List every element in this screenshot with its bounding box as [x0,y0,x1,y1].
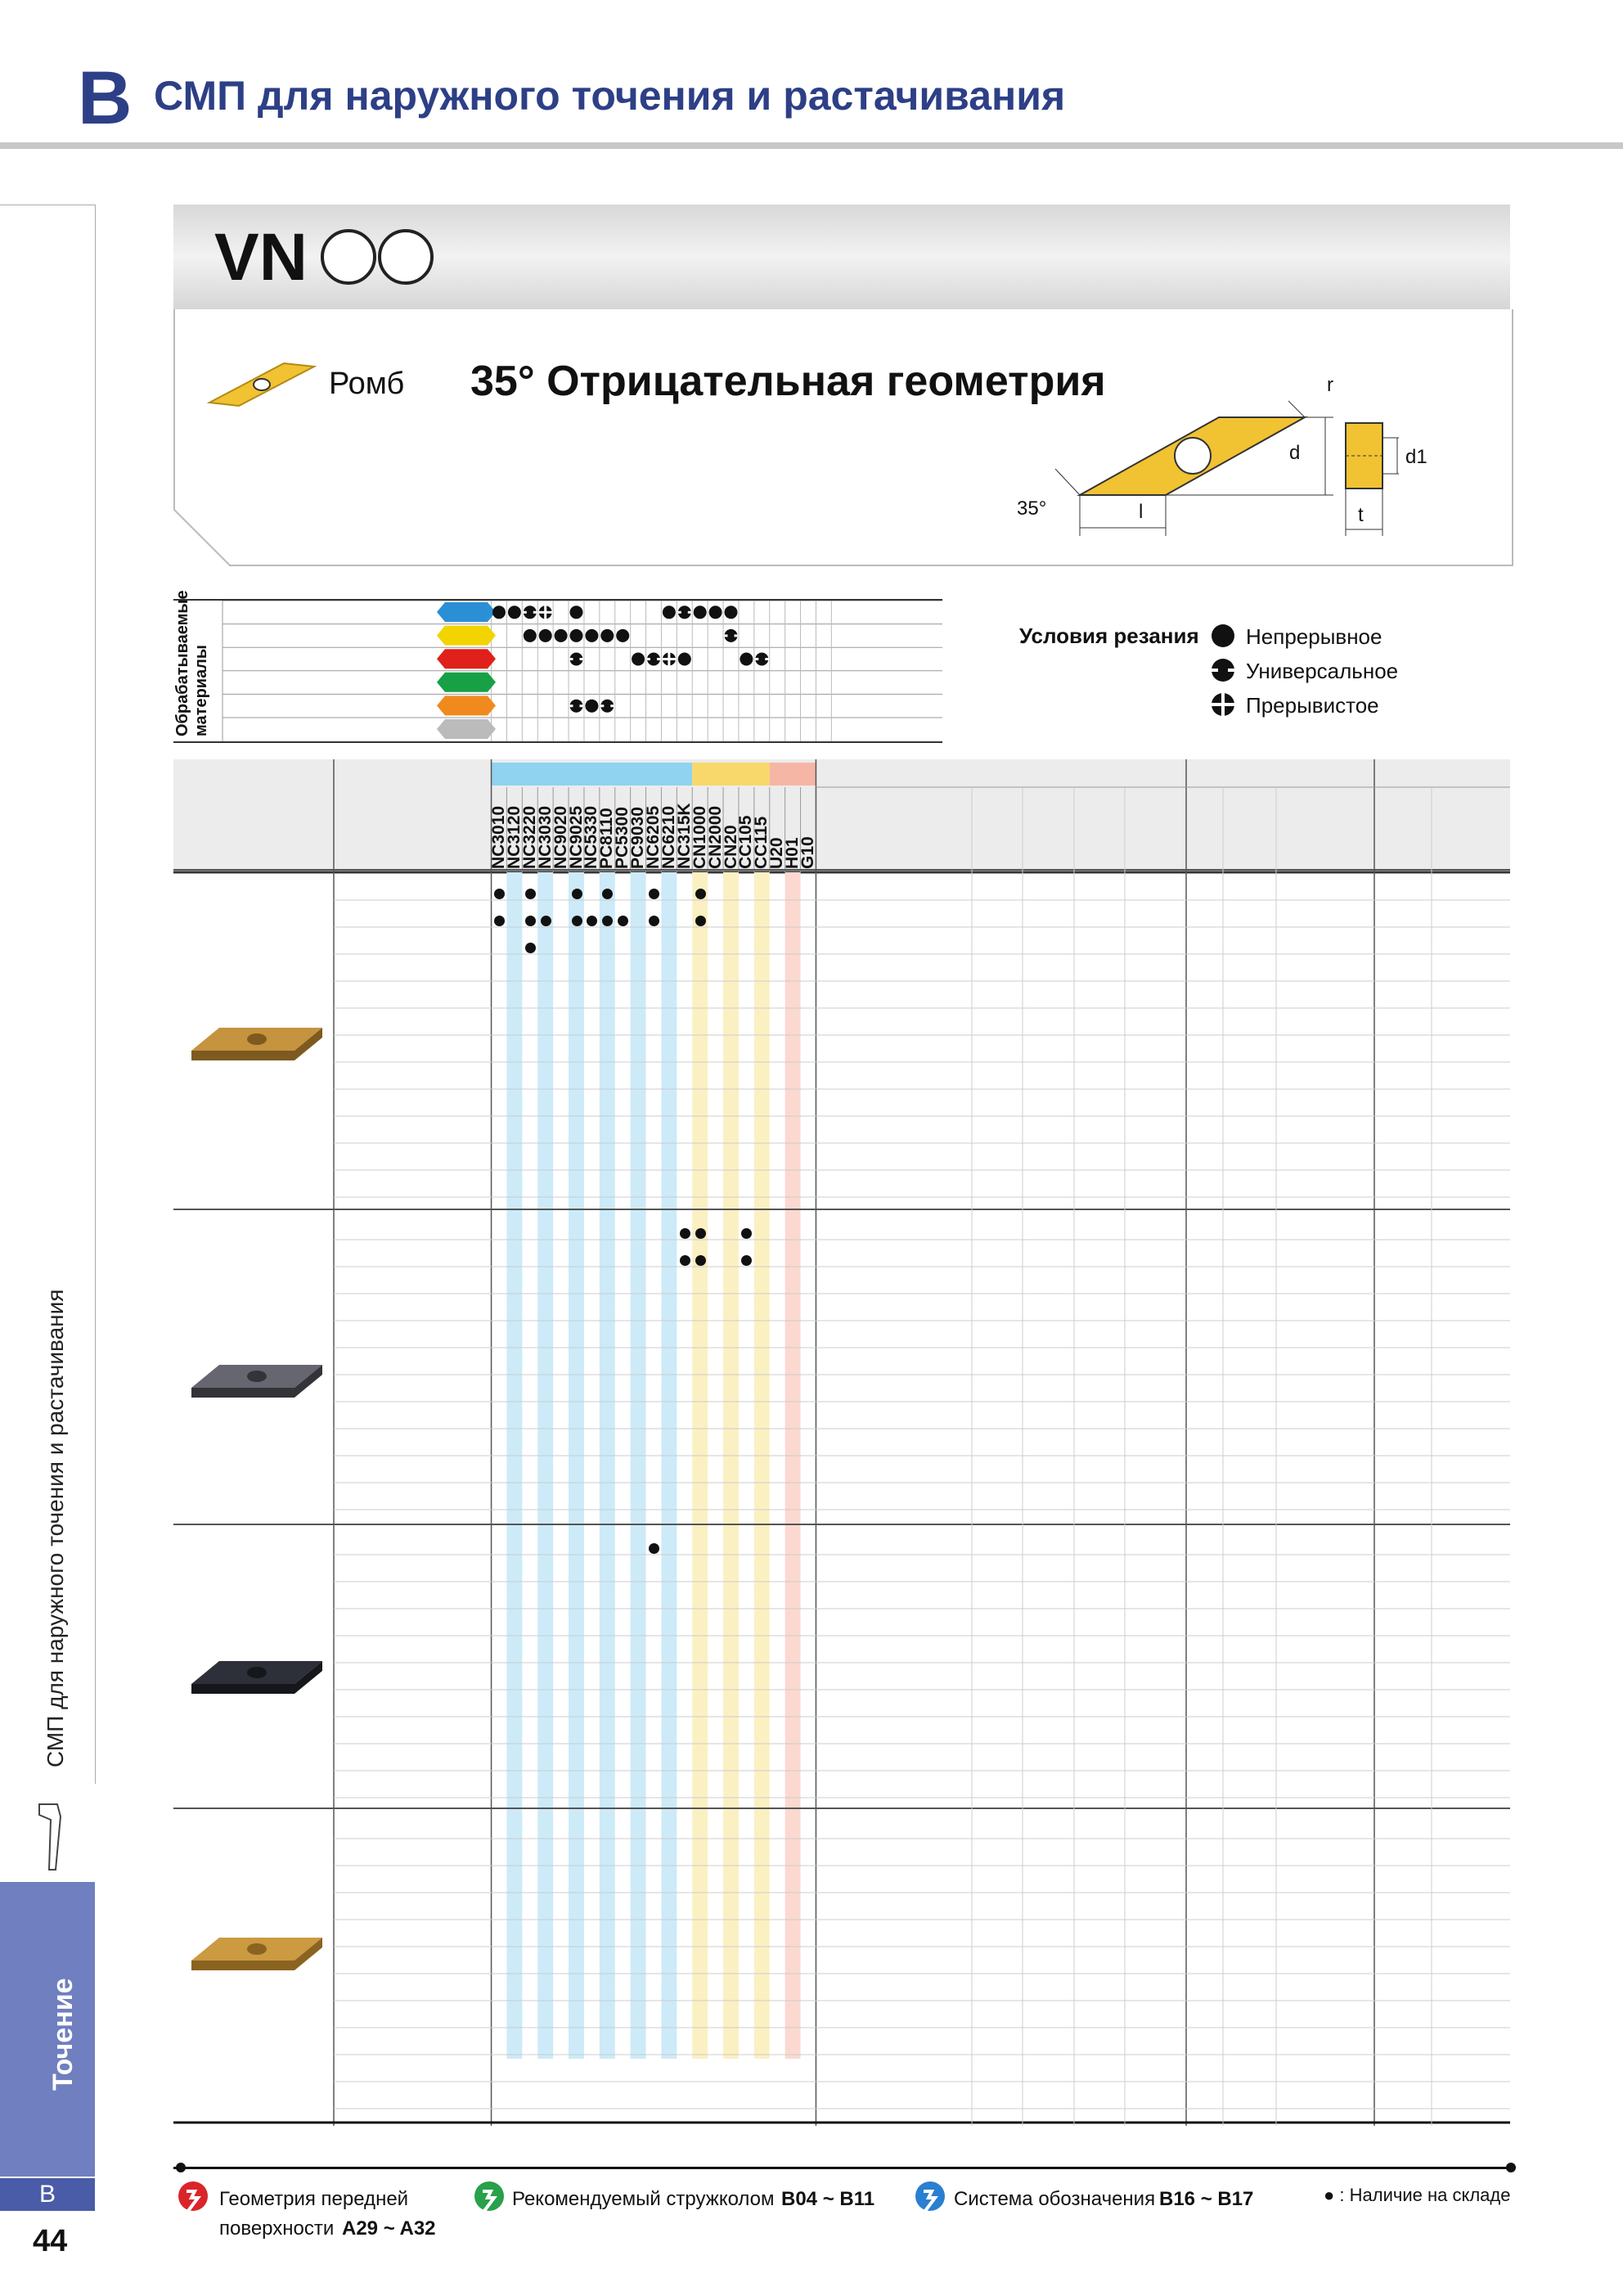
side-vertical-title: СМП для наружного точения и растачивания [43,1289,68,1767]
turning-tool-icon [33,1800,74,1874]
page-title: СМП для наружного точения и растачивания [154,73,1066,119]
stock-dot [680,1228,690,1239]
material-dot [508,606,521,619]
material-dot [616,629,629,642]
material-code-badge [437,649,496,669]
stock-dot [572,916,582,926]
side-letter-badge: B [0,2178,95,2211]
stock-dot [572,889,582,899]
stock-dot [541,916,551,926]
material-code-badge [437,673,496,692]
material-dot [725,606,738,619]
footer-divider [173,2167,1510,2169]
material-dot [555,629,568,642]
grade-header: PC5300 [613,807,632,869]
universal-icon [1211,658,1237,688]
grade-header: PC8110 [597,808,617,869]
dim-r-label: r [1327,374,1333,396]
material-dot [585,700,598,713]
stock-dot [525,943,536,953]
dim-l-label: l [1139,501,1144,523]
insert-photo [187,1928,326,1981]
insert-photo [187,1355,326,1408]
grade-header: G10 [798,836,817,869]
stock-dot [649,889,659,899]
stock-legend: ● : Наличие на складе [1324,2185,1511,2205]
grade-header: NC3220 [519,805,539,869]
materials-group-label: Обрабатываемые материалы [173,590,210,736]
grade-header: NC6205 [644,805,663,869]
material-dot [539,629,552,642]
dim-d-label: d [1289,442,1301,464]
rake-geometry-icon [175,2180,211,2223]
grade-header: NC9025 [566,805,586,869]
grade-header: NC315K [674,803,694,869]
material-dot [678,653,691,666]
material-dot [570,606,583,619]
footer-rake-label-2[interactable]: поверхности [219,2217,335,2240]
material-code-badge [437,626,496,646]
material-dot [709,606,722,619]
geometry-title: 35° Отрицательная геометрия [470,358,1106,405]
footer-rake-label[interactable]: Геометрия передней [219,2188,409,2210]
side-section-label: Точение [47,1978,79,2091]
material-code-badge [437,602,496,622]
footer-chipbreaker-label[interactable]: Рекомендуемый стружколом [512,2188,775,2210]
grade-header: PC9030 [628,807,648,869]
condition-continuous: Непрерывное [1246,624,1382,649]
stock-dot [525,916,536,926]
grade-header: U20 [767,837,787,869]
conditions-title: Условия резания [1019,624,1199,648]
material-dot [740,653,753,666]
material-dot [632,653,645,666]
angle-label: 35° [1017,497,1047,520]
grade-header: NC3010 [489,805,508,869]
insert-dimension-drawing [1006,372,1448,548]
product-code: VN [214,220,308,295]
grade-header: CN2000 [705,805,725,869]
material-dot [570,629,583,642]
material-dot [663,606,676,619]
footer-line-cap [172,2159,190,2177]
stock-dot [695,889,706,899]
material-code-badge [437,696,496,715]
rhombus-insert-icon [206,360,321,413]
stock-dot [494,916,505,926]
insert-photo [187,1018,326,1071]
material-dot [524,629,537,642]
footer-chipbreaker-ref[interactable]: B04 ~ B11 [781,2188,875,2210]
stock-dot [525,889,536,899]
section-letter: B [78,56,133,140]
material-dot [492,606,506,619]
grade-header: NC5330 [582,805,601,869]
material-dot [585,629,598,642]
placeholder-circle-icon [378,229,434,285]
grade-header: H01 [783,837,803,869]
shape-label: Ромб [329,367,405,401]
stock-dot [695,916,706,926]
header-divider [0,142,1623,149]
stock-dot [649,1543,659,1554]
footer-designation-label[interactable]: Система обозначения [954,2188,1156,2210]
dim-t-label: t [1358,504,1364,526]
grade-header: CC105 [736,815,756,869]
interrupted-icon [1211,692,1237,723]
grade-header: NC9020 [551,805,570,869]
material-code-badge [437,719,496,739]
page-number: 44 [33,2224,68,2258]
stock-dot [649,916,659,926]
designation-system-icon [912,2180,948,2223]
condition-interrupted: Прерывистое [1246,693,1379,718]
condition-universal: Универсальное [1246,659,1399,683]
footer-line-cap [1502,2159,1520,2177]
footer-designation-ref[interactable]: B16 ~ B17 [1159,2188,1254,2210]
stock-dot [695,1228,706,1239]
footer-rake-ref[interactable]: A29 ~ A32 [342,2217,436,2240]
material-dot [600,629,614,642]
grade-header: NC3030 [535,805,555,869]
grade-header: NC3120 [504,805,524,869]
grade-header: CN20 [721,825,740,869]
grade-header: NC6210 [659,805,678,869]
materials-grid [173,590,942,743]
panel-corner [173,509,231,566]
placeholder-circle-icon [321,229,376,285]
dim-d1-label: d1 [1405,446,1427,468]
grade-header: CN1000 [690,805,709,869]
insert-table [173,759,1510,2126]
grade-header: CC115 [752,816,771,869]
stock-dot [695,1255,706,1266]
insert-photo [187,1651,326,1704]
stock-dot [494,889,505,899]
side-divider [95,205,96,1784]
stock-dot [680,1255,690,1266]
continuous-icon [1211,624,1237,654]
chipbreaker-icon [471,2180,507,2223]
material-dot [694,606,707,619]
